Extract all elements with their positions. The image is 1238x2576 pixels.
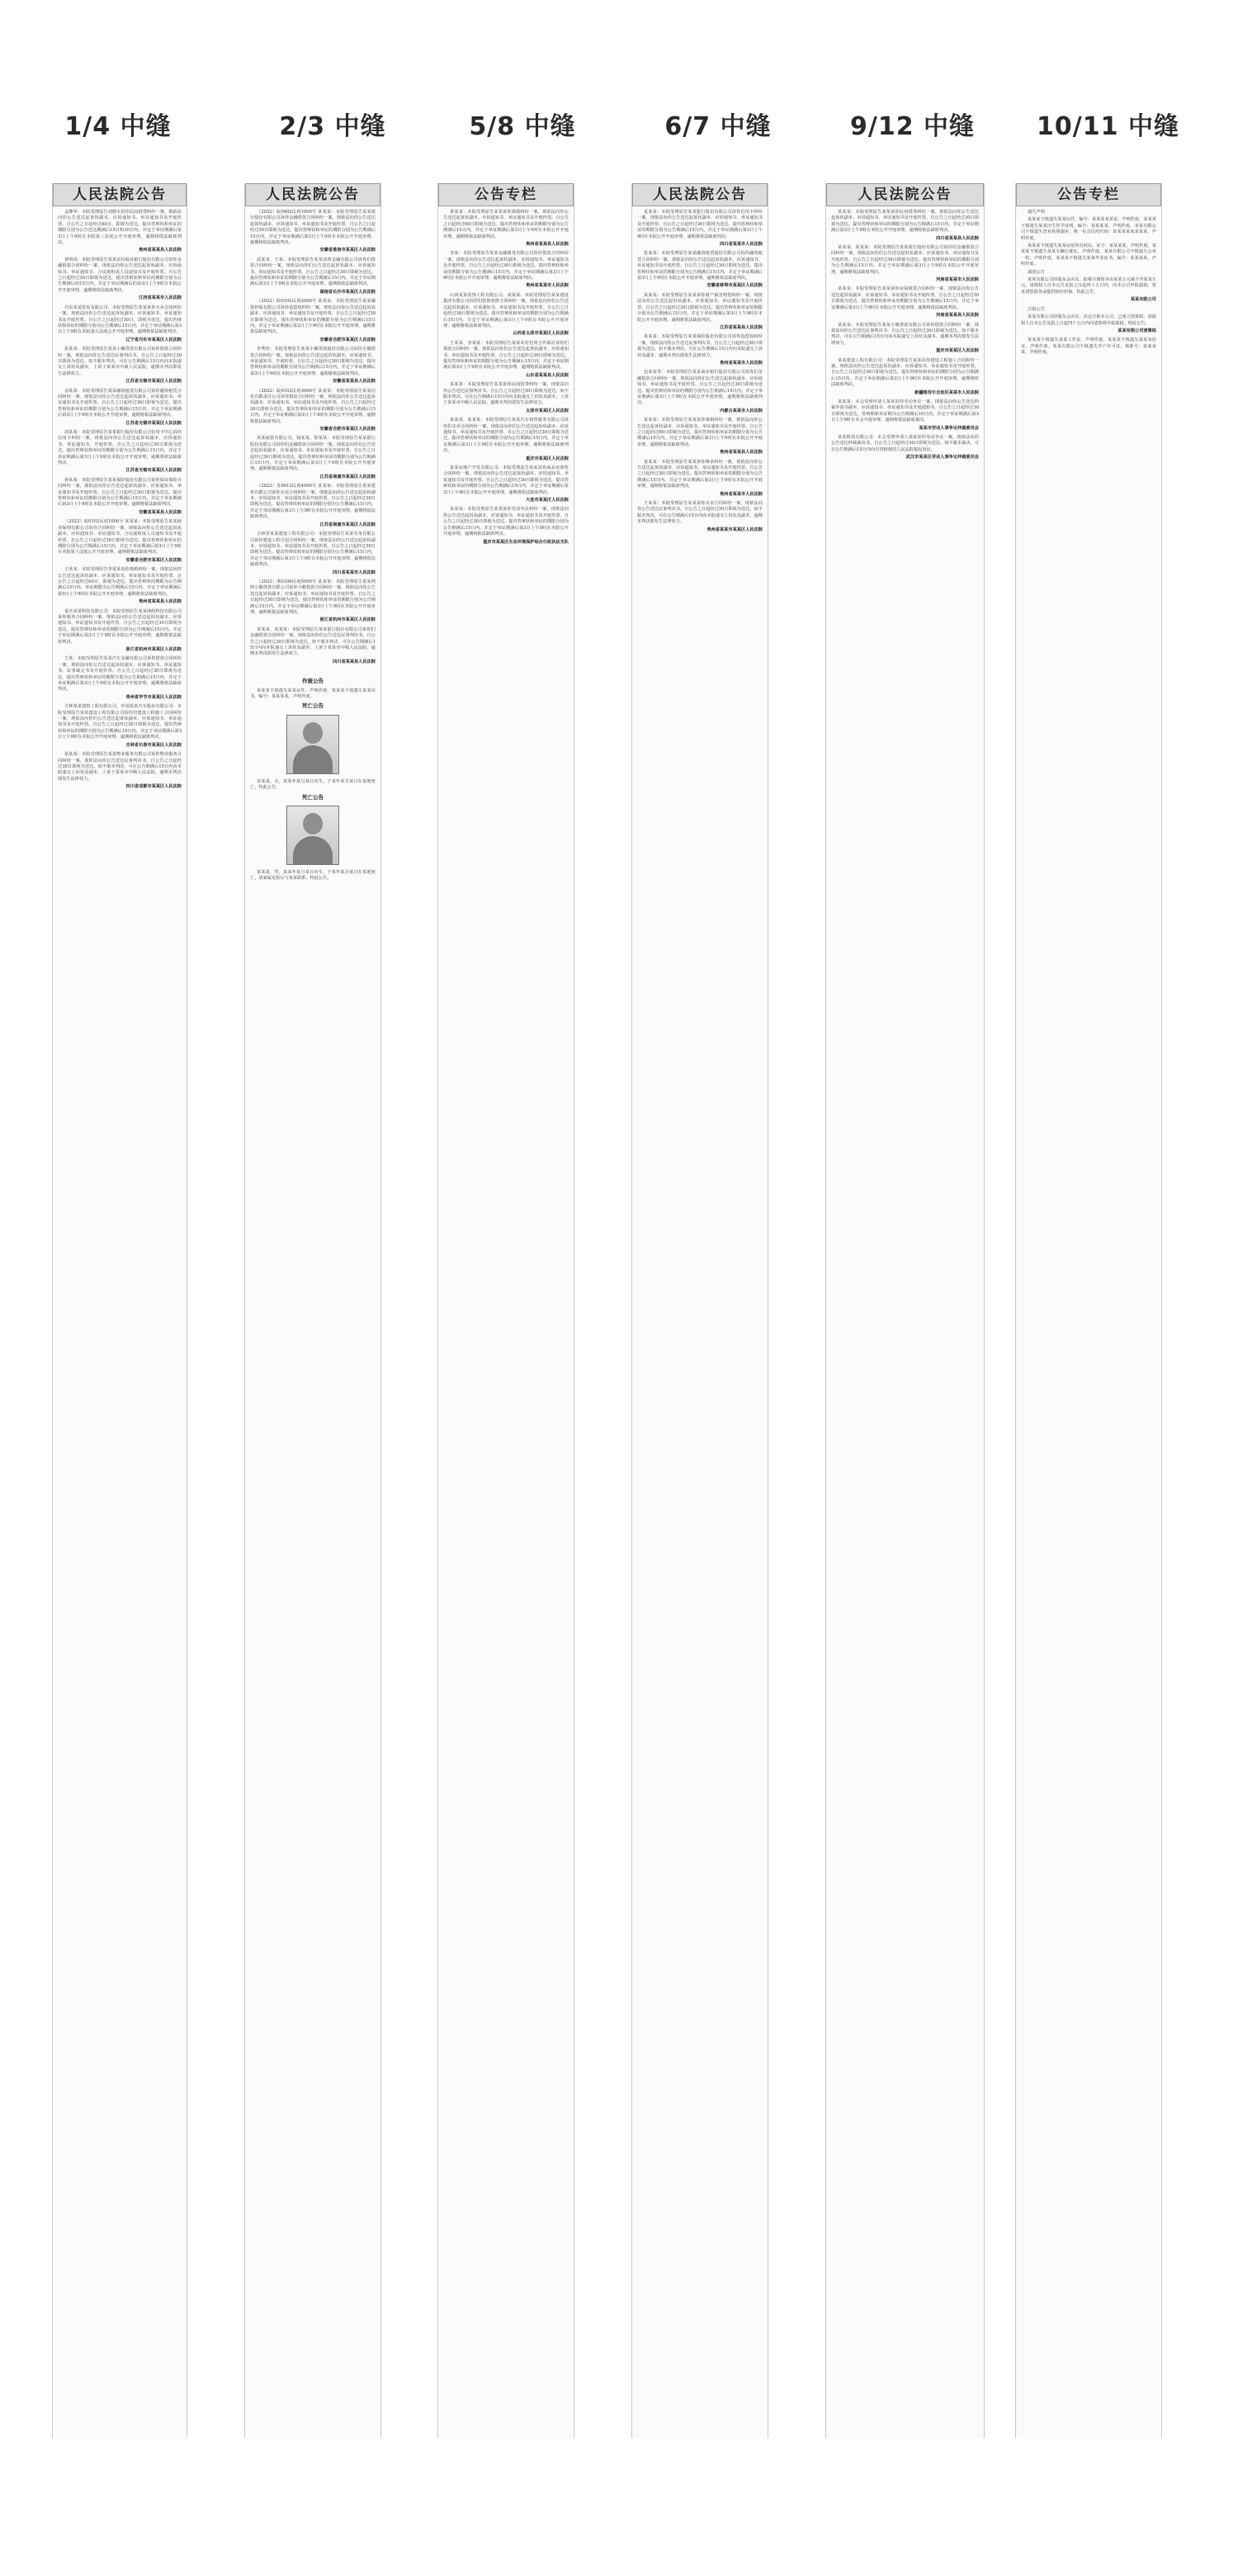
notice-text: 某某某、某某某：本院受理原告某某银行股份有限公司诉你们金融借款合同纠纷一案，现依法向你们公告送达起诉状副本、应诉通知书、举证通知书及开庭传票。自公告之日起经过30日即视为送达。提出答辩状和举证的期限分别为公告期满后15日内。并定于举证期满后第3日上午9时在本院公开开庭审理，逾期将依法缺席判决。	[831, 245, 979, 275]
notice-issuer: 江苏省南通市某某区人民法院	[319, 522, 376, 527]
notice-text: 某某有限公司经股东会决议，拟将注册资本由某某万元减少至某某万元。请债权人自本公告见报之日起四十五日内，向本公司申报债权、要求清偿债务或提供相应担保。特此公告。	[1021, 277, 1156, 295]
notice-text: 某某某：本院受理原告某某诉你继承纠纷一案，现依法向你公告送达起诉状副本、应诉通知书、举证通知书及开庭传票。自公告之日起经过30日即视为送达。提出答辩状和举证的期限分别为公告期满后15日内。并定于举证期满后第3日上午9时在本院公开开庭审理，逾期将依法缺席判决。	[637, 459, 763, 489]
notice-issuer: 内蒙古某某市人民法院	[720, 408, 763, 414]
notice-text: （2022）皖0102民初2000号 某某某：本院受理原告某某融资担保有限公司诉你追偿权纠纷一案，现依法向你公告送达起诉状副本、应诉通知书、举证通知书及开庭传票。自公告之日起经过30日即视为送达。提出答辩状和举证的期限分别为公告期满后15日内。并定于举证期满后第3日上午9时在本院公开开庭审理，逾期将依法缺席判决。	[250, 299, 376, 335]
column-body-1	[53, 206, 187, 797]
column-body-4	[632, 206, 768, 540]
deceased-photo-1	[286, 715, 339, 774]
notice-issuer: 四川省某某县人民法院	[333, 659, 376, 664]
notice-issuer: 重庆市某某区生态环境保护综合行政执法支队	[483, 539, 569, 545]
void-notice-text: 某某某不慎遗失某某证件，声明作废。某某某不慎遗失某某证书，编号：某某某某，声明作废。	[250, 688, 376, 700]
column-label-4: 6/7 中缝	[664, 112, 772, 141]
notice-text: 王某某：本院受理原告李某某诉你离婚纠纷一案，现依法向你公告送达起诉状副本、应诉通知书、举证通知书及开庭传票。自公告之日起经过60日，即视为送达。提出答辩状的期限为公告期满后15日内，举证期限为公告期满后15日内。并定于举证期满后第3日上午9时在本院公开开庭审理，逾期将依法缺席判决。	[58, 567, 182, 597]
death-notice-title-1: 死亡公告	[302, 702, 324, 710]
notice-text: 吉林某某建筑工程有限公司、中国某某汽车股份有限公司：本院受理原告某某建设工程有限公司诉你们建设工程施工合同纠纷一案，现依法向你们公告送达起诉状副本、应诉通知书、举证通知书及开庭传票。自公告之日起经过30日即视为送达。提出答辩状和举证的期限分别为公告期满后15日内。并定于举证期满后第3日上午9时在本院公开开庭审理，逾期将依法缺席判决。	[58, 704, 182, 740]
notice-issuer: 某某市劳动人事争议仲裁委员会	[919, 425, 979, 431]
column-header-5: 人民法院公告	[826, 183, 984, 206]
notice-issuer: 贵州省某某县人民法院	[526, 242, 569, 248]
notice-text: 某某某：本院受理原告某某诉你劳动争议纠纷一案，现依法向你公告送达起诉状副本、应诉通知书、举证通知书及开庭传票。自公告之日起经过30日即视为送达。提出答辩状和举证的期限分别为公告期满后15日内。并定于举证期满后第3日上午9时在本院公开开庭审理，逾期将依法缺席判决。	[443, 507, 569, 537]
notice-text: 包某某等：本院受理原告某某商业银行股份有限公司诉你们金融借款合同纠纷一案，现依法向你们公告送达起诉状副本、应诉通知书、举证通知书及开庭传票。自公告之日起经过30日即视为送达。提出答辩状和举证的期限分别为公告期满后15日内。并定于举证期满后第3日上午9时在本院公开开庭审理，逾期将依法缺席判决。	[637, 370, 763, 406]
notice-issuer: 贵州省某某县人民法院	[720, 450, 763, 456]
notice-text: 李某：本院受理原告某某金融服务有限公司诉你借款合同纠纷一案，现依法向你公告送达起诉状副本、应诉通知书、举证通知书及开庭传票。自公告之日起经过30日即视为送达。提出答辩状和举证的期限分别为公告期满后15日内。并定于举证期满后第3日上午9时在本院公开开庭审理，逾期将依法缺席判决。	[443, 251, 569, 281]
notice-text: （2022）皖0103民初3000号 某某某：本院受理原告某某信托有限责任公司诉你借款合同纠纷一案，现依法向你公告送达起诉状副本、应诉通知书、举证通知书及开庭传票。自公告之日起经过30日即视为送达。提出答辩状和举证的期限分别为公告期满后15日内。并定于举证期满后第3日上午9时在本院公开开庭审理，逾期将依法缺席判决。	[250, 388, 376, 424]
column-body-6	[1016, 206, 1161, 362]
notice-issuer: 太原市某某区人民法院	[526, 408, 569, 414]
notice-text: 某某某：本院受理原告某某保险股份有限公司诉你追偿权纠纷一案，现依法向你公告送达民事判决书。自公告之日起经过30日即视为送达。如不服本判决，可在公告期满后15日内向本院递交上诉状及副本。逾期本判决即发生法律效力。	[637, 334, 763, 358]
notice-column-4	[631, 183, 768, 2438]
notice-issuer: 河南省某某县人民法院	[936, 313, 979, 319]
notice-text: 某某某：本院受理原告某某诉你离婚纠纷一案，现依法向你公告送达起诉状副本、应诉通知书、举证通知书及开庭传票。自公告之日起经过60日即视为送达。提出答辩状和举证的期限分别为公告期满后15日内。并定于举证期满后第3日上午9时在本院公开开庭审理，逾期将依法缺席判决。	[637, 418, 763, 447]
notice-issuer: 安徽省合肥市某某区人民法院	[319, 337, 376, 343]
notice-issuer: 江苏省某某县人民法院	[720, 324, 763, 330]
notice-issuer: 重庆市某某区人民法院	[936, 348, 979, 354]
column-header-1: 人民法院公告	[53, 183, 187, 206]
notice-text: 吉林省某某建设工程有限公司：本院受理原告某某劳务有限公司诉你建设工程分包合同纠纷一案，现依法向你公告送达起诉状副本、应诉通知书、举证通知书及开庭传票。自公告之日起经过30日即视为送达。提出答辩状和举证的期限分别为公告期满后15日内。并定于举证期满后第3日上午9时在本院公开开庭审理，逾期将依法缺席判决。	[250, 532, 376, 568]
notice-text: 某某某不慎遗失某某证件，编号：某某某某某某，声明作废。某某某不慎遗失某某出生医学证明，编号：某某某某，声明作废。某某有限公司不慎遗失营业执照副本，统一社会信用代码：某某某某某某某某，声明作废。	[1021, 217, 1156, 241]
column-label-6: 10/11 中缝	[1037, 112, 1179, 141]
notice-issuer: 贵州省某某市人民法院	[720, 491, 763, 497]
notice-issuer: 某某有限公司清算组	[1118, 328, 1156, 333]
notice-issuer: 安徽省合肥市某某区人民法院	[319, 427, 376, 432]
notice-text: 黄明凤：本院受理原告某某农村商业银行股份有限公司诉你金融借款合同纠纷一案，现依法向你公告送达起诉状副本、应诉通知书、举证通知书、合议庭组成人员通知书及开庭传票。自公告之日起经过30日即视为送达。提出答辩状和举证的期限分别为公告期满后的15日内。并定于举证期满后的第3日上午9时在本院公开开庭审理，逾期将依法缺席判决。	[58, 257, 182, 293]
death-notice-text-1: 某某某，女，某某年某月某日出生，于某年某月某日在某地死亡，特此公告。	[250, 778, 376, 791]
notice-issuer: 江苏省无锡市某某区人民法院	[125, 379, 182, 385]
notice-issuer: 四川省某某县人民法院	[936, 235, 979, 241]
notice-issuer: 江苏省无锡市某某区人民法院	[125, 420, 182, 426]
notice-text: 某某某：本院受理原告某某诉你房屋租赁合同纠纷一案，现依法向你公告送达起诉状副本、应诉通知书、举证通知书及开庭传票。自公告之日起经过30日即视为送达。提出答辩状和举证的期限分别为公告期满后15日内。并定于举证期满后第3日上午9时在本院公开开庭审理，逾期将依法缺席判决。	[831, 286, 979, 310]
notice-text: 黄某某：本院受理原告某某诉你离婚纠纷一案，现依法向你公告送达起诉状副本、应诉通知书、举证通知书及开庭传票。自公告之日起经过60日即视为送达。提出答辩状和举证的期限分别为公告期满后15日内。并定于举证期满后第3日上午9时在本院公开开庭审理，逾期将依法缺席判决。	[443, 210, 569, 239]
notice-issuer: 山东省某某县人民法院	[526, 372, 569, 378]
notice-text: 张某某：本院受理原告某某融资租赁股份有限公司诉你融资租赁合同纠纷一案，现依法向你公告送达起诉状副本、应诉通知书、举证通知书及开庭传票。自公告之日起经过30日即视为送达。提出答辩状和举证的期限分别为公告期满后15日内。并定于举证期满后第3日上午9时在本院公开开庭审理，逾期将依法缺席判决。	[637, 251, 763, 281]
notice-column-5	[825, 183, 985, 2438]
notice-text: 王某某：本院受理原告某某诉你买卖合同纠纷一案，现依法向你公告送达民事判决书。自公告之日起经过30日即视为送达。如不服本判决，可在公告期满后15日内向本院递交上诉状及副本。逾期本判决即发生法律效力。	[637, 501, 763, 525]
notice-issuer: 四川省某某市人民法院	[333, 570, 376, 575]
notice-issuer: 武汉市某某区劳动人事争议仲裁委员会	[905, 455, 979, 461]
death-notice-text-2: 某某某，男，某某年某月某日出生，于某年某月某日在某地死亡，请家属见报后与某某联系，特此公告。	[250, 870, 376, 882]
notice-text: 王某：本院受理原告某某汽车金融有限公司诉你借款合同纠纷一案，现依法向你公告送达起诉状副本、应诉通知书、举证通知书、民事裁定书及开庭传票。自公告之日起经过30日即视为送达。提出答辩状和举证的期限分别为公告期满后15日内，并定于举证期满后第3日上午9时在本院公开开庭审理，逾期将依法缺席判决。	[58, 656, 182, 692]
notice-text: 某某某、某某某：本院受理原告某某银行股份有限公司诉你们金融借款合同纠纷一案，现依法向你们公告送达民事判决书。自公告之日起经过30日即视为送达。如不服本判决，可在公告期满后15日内向本院递交上诉状及副本，上诉于某某市中级人民法院。逾期本判决即发生法律效力。	[250, 626, 376, 657]
deceased-photo-2	[286, 806, 339, 865]
notice-text: （2022）皖0402民初1000号 某某某：本院受理原告某某银行股份有限公司诉你金融借款合同纠纷一案，现依法向你公告送达起诉状副本、应诉通知书、举证通知书及开庭传票。自公告之日起经过30日即视为送达。提出答辩状和举证的期限分别为公告期满后15日内。并定于举证期满后第3日上午9时在本院公开开庭审理，逾期将依法缺席判决。	[250, 210, 376, 246]
notice-column-3	[437, 183, 574, 2438]
notice-issuer: 吉林省长春市某某区人民法院	[125, 742, 182, 748]
notice-text: 张某某：本院受理原告某某小额贷款有限公司诉你借款合同纠纷一案，现依法向你公告送达民事判决书。自公告之日起经过30日即视为送达。如不服本判决，可在公告期满后15日内向本院递交上诉状及副本，上诉于某某市中级人民法院。逾期本判决即发生法律效力。	[58, 347, 182, 376]
void-notice-title: 作废公告	[302, 678, 324, 685]
notice-text: 减资公告	[1028, 269, 1045, 275]
column-header-6: 公告专栏	[1016, 183, 1161, 206]
notice-text: 王某某、李某某：本院受理原告某某农村信用合作联社诉你们借款合同纠纷一案，现依法向你们公告送达起诉状副本、应诉通知书、举证通知书及开庭传票。自公告之日起经过30日即视为送达。提出答辩状和举证的期限分别为公告期满后15日内。并定于举证期满后第3日上午9时在本院公开开庭审理，逾期将依法缺席判决。	[443, 340, 569, 371]
notice-text: 某某某：本院受理原告某某诉你民间借贷纠纷一案，现依法向你公告送达民事判决书。自公告之日起经过30日即视为送达。如不服本判决，可在公告期满后15日内向本院递交上诉状及副本，上诉于某某市中级人民法院。逾期本判决即发生法律效力。	[443, 382, 569, 406]
notice-issuer: 安徽省某某县人民法院	[333, 379, 376, 385]
notice-text: 丹东某某贸易有限公司：本院受理原告张某诉你买卖合同纠纷一案，现依法向你公告送达起诉状副本、应诉通知书、举证通知书及开庭传票。自公告之日起经过30日，即视为送达。提出答辩状和举证的期限分别为公告期满后15日内。并定于举证期满后第3日上午9时在本院第五法庭公开开庭审理，逾期将依法缺席判决。	[58, 305, 182, 335]
notice-issuer: 四川省某某市人民法院	[720, 242, 763, 248]
notice-column-6	[1015, 183, 1162, 2438]
column-label-1: 1/4 中缝	[64, 112, 172, 141]
notice-text: 武某某、王某：本院受理原告某某消费金融有限公司诉你们借款合同纠纷一案，现依法向你们公告送达起诉状副本、应诉通知书、举证通知书及开庭传票。自公告之日起经过30日即视为送达。提出答辩状和举证的期限分别为公告期满后15日内。并定于举证期满后第3日上午9时在本院公开开庭审理，逾期将依法缺席判决。	[250, 257, 376, 287]
notice-issuer: 安徽省蚌埠市某某区人民法院	[706, 283, 763, 289]
notice-issuer: 江苏省无锡市某某区人民法院	[125, 468, 182, 474]
column-label-3: 5/8 中缝	[469, 112, 576, 141]
notice-text: 某某科技有限公司：本会受理申请人某某诉你劳动争议一案，现依法向你公告送达仲裁裁决书。自公告之日起经过30日即视为送达。如不服本裁决，可在公告期满后15日内向有管辖权的人民法院提起诉讼。	[831, 435, 979, 452]
notice-issuer: 山西省太原市某某区人民法院	[513, 331, 569, 337]
notice-text: 某某某、某某某：本院受理原告某某汽车销售服务有限公司诉你们买卖合同纠纷一案，现依法向你们公告送达起诉状副本、应诉通知书、举证通知书及开庭传票。自公告之日起经过30日即视为送达。提出答辩状和举证的期限分别为公告期满后15日内。并定于举证期满后第3日上午9时在本院公开开庭审理，逾期将依法缺席判决。	[443, 418, 569, 454]
column-body-2	[245, 206, 380, 672]
notice-text: 某某某：本院受理原告某某诉你民间借贷纠纷一案，现依法向你公告送达起诉状副本、应诉通知书、举证通知书及开庭传票。自公告之日起经过30日即视为送达。提出答辩状和举证的期限分别为公告期满后15日内。并定于举证期满后第3日上午9时在本院公开开庭审理，逾期将依法缺席判决。	[831, 210, 979, 234]
notice-issuer: 安徽省淮南市某某区人民法院	[319, 248, 376, 253]
notice-issuer: 江苏省南通市某某区人民法院	[319, 474, 376, 480]
notice-issuer: 河南省某某市人民法院	[936, 277, 979, 283]
notice-text: 某某某：本院受理原告某某物业服务有限公司诉你物业服务合同纠纷一案，现依法向你公告送达民事判决书。自公告之日起经过30日即视为送达。如不服本判决，可在公告期满后15日内向本院递交上诉状及副本，上诉于某某市中级人民法院。逾期本判决即发生法律效力。	[58, 752, 182, 782]
column-label-5: 9/12 中缝	[849, 112, 976, 141]
column-header-4: 人民法院公告	[632, 183, 768, 206]
notice-column-1	[52, 183, 187, 2438]
notice-text: 某某某：本院受理原告某某小额贷款有限公司诉你借款合同纠纷一案，现依法向你公告送达民事判决书。自公告之日起经过30日即视为送达。如不服本判决，可在公告期满后15日内向本院递交上诉状及副本。逾期本判决即发生法律效力。	[831, 322, 979, 346]
notice-issuer: 贵州省某某市人民法院	[526, 283, 569, 289]
notice-text: 重庆某某科技有限公司：本院受理原告某某网络科技有限公司诉你服务合同纠纷一案，现依法向你公告送达起诉状副本、应诉通知书、举证通知书及开庭传票。自公告之日起经过30日即视为送达。提出答辩状和举证的期限分别为公告期满后15日内。并定于举证期满后第3日上午9时在本院公开开庭审理，逾期将依法缺席判决。	[58, 608, 182, 645]
notice-text: 某某有限公司经股东会决议，决定注销本公司，已成立清算组。请债权人自本公告见报之日起四十五日内向清算组申报债权。特此公告。	[1021, 314, 1156, 326]
column-header-3: 公告专栏	[438, 183, 574, 206]
notice-issuer: 贵州省毕节市某某区人民法院	[125, 694, 182, 700]
notice-text: （2022）浙0106民初5000号 某某某：本院受理原告某某网络小额贷款有限公司诉你小额借款合同纠纷一案，现依法向你公告送达起诉状副本、应诉通知书、举证通知书及开庭传票。自公告之日起经过30日即视为送达。提出答辩状和举证的期限分别为公告期满后15日内。并定于举证期满后第3日上午9时在本院公开开庭审理，逾期将依法缺席判决。	[250, 579, 376, 615]
notice-text: 周某某：本院受理原告某某银行股份有限公司信用卡中心诉你信用卡纠纷一案，现依法向你公告送达起诉状副本、应诉通知书、举证通知书、开庭传票。自公告之日起经过30日即视为送达。提出答辩状和举证的期限分别为公告期满后15日内，并定于举证期满后第3日上午9时在本院公开开庭审理，逾期将依法缺席判决。	[58, 430, 182, 466]
notice-text: 余某某：本院受理原告某某融资租赁有限公司诉你融资租赁合同纠纷一案，现依法向你公告送达起诉状副本、应诉通知书、举证通知书及开庭传票。自公告之日起经过30日即视为送达。提出答辩状和举证的期限分别为公告期满后15日内。并定于举证期满后第3日上午9时在本院公开开庭审理，逾期将依法缺席判决。	[58, 388, 182, 418]
notice-issuer: 湖南省长沙市某某区人民法院	[319, 289, 376, 295]
notice-issuer: 浙江省杭州市某某区人民法院	[125, 647, 182, 652]
notice-text: 某某商贸有限公司、钱某某、徐某某：本院受理原告某某银行股份有限公司诉你们金融借款合同纠纷一案，现依法向你们公告送达起诉状副本、应诉通知书、举证通知书及开庭传票。自公告之日起经过30日即视为送达。提出答辩状和举证的期限分别为公告期满后15日内。并定于举证期满后第3日上午9时在本院公开开庭审理，逾期将依法缺席判决。	[250, 436, 376, 472]
notice-text: （2022）皖0102民初1000号 某某某：本院受理原告某某商业保理有限公司诉你合同纠纷一案，现依法向你公告送达起诉状副本、应诉通知书、举证通知书、合议庭组成人员通知书及开庭传票。自公告之日起经过30日即视为送达。提出答辩状和举证的期限分别为公告期满后15日内，并定于举证期满后第3日上午9时在本院第十法庭公开开庭审理，逾期将依法缺席判决。	[58, 519, 182, 555]
notice-issuer: 大连市某某区人民法院	[526, 498, 569, 503]
notice-text: 某某某：本院受理原告某某诉你财产损害赔偿纠纷一案，现依法向你公告送达起诉状副本、应诉通知书、举证通知书及开庭传票。自公告之日起经过30日即视为送达。提出答辩状和举证的期限分别为公告期满后15日内。并定于举证期满后第3日上午9时在本院公开开庭审理，逾期将依法缺席判决。	[637, 292, 763, 323]
notice-issuer: 安徽省某某县人民法院	[139, 509, 182, 515]
notice-issuer: 安徽省合肥市某某区人民法院	[125, 557, 182, 563]
notice-text: 注销公告	[1028, 306, 1045, 312]
column-extra-2	[245, 672, 380, 887]
notice-text: 某某某不慎遗失某某房屋所有权证，证号：某某某某，声明作废。某某某不慎遗失某某车辆行驶证，声明作废。某某有限公司不慎遗失公章一枚，声明作废。某某某不慎遗失某某毕业证书，编号：某某某某，声明作废。	[1021, 243, 1156, 267]
notice-issuer: 贵州省某某市人民法院	[720, 360, 763, 366]
column-label-2: 2/3 中缝	[279, 112, 386, 141]
death-notice-title-2: 死亡公告	[302, 793, 324, 801]
notice-issuer: 江西省某某市人民法院	[139, 295, 182, 301]
notice-issuer: 新疆维吾尔自治区某某市人民法院	[914, 390, 979, 395]
notice-text: 夏某某：本院受理原告某某银行股份有限公司诉你信用卡纠纷一案，现依法向你公告送达起诉状副本、应诉通知书、举证通知书及开庭传票。自公告之日起经过30日即视为送达。提出答辩状和举证的期限分别为公告期满后15日内。并定于举证期满后第3日上午9时在本院公开开庭审理，逾期将依法缺席判决。	[637, 210, 763, 239]
notice-text: 遗失声明	[1028, 210, 1045, 215]
notice-issuer: 贵州省某某市某某区人民法院	[706, 527, 763, 532]
column-body-5	[826, 206, 984, 468]
notice-text: 某某建设工程有限公司：本院受理原告某某诉你建设工程施工合同纠纷一案，现依法向你公告送达起诉状副本、应诉通知书、举证通知书及开庭传票。自公告之日起经过30日即视为送达。提出答辩状和举证的期限分别为公告期满后15日内。并定于举证期满后第3日上午9时在本院公开开庭审理，逾期将依法缺席判决。	[831, 357, 979, 388]
notice-text: 孟继华：本院受理原告刘德水诉你民间借贷纠纷一案，现依法向你公告送达起诉状副本、应诉通知书、举证通知书及开庭传票。自公告之日起经过60日，即视为送达。提出答辩状和举证的期限分别为公告送达期满后15日和30日内。并定于举证期满后第3日上午9时在本院第三法庭公开开庭审理，逾期将依法缺席判决。	[58, 210, 182, 246]
notice-text: 山西某某装饰工程有限公司、刘某某：本院受理原告某某建设集团有限公司诉你们装饰装修合同纠纷一案，现依法向你们公告送达起诉状副本、应诉通知书、举证通知书及开庭传票。自公告之日起经过30日即视为送达。提出答辩状和举证的期限分别为公告期满后15日内。并定于举证期满后第3日上午9时在本院公开开庭审理，逾期将依法缺席判决。	[443, 292, 569, 328]
notice-issuer: 四川省成都市某某区人民法院	[125, 784, 182, 790]
notice-text: （2022）苏0612民初4000号 某某某：本院受理原告某某建材有限公司诉你买卖合同纠纷一案，现依法向你公告送达起诉状副本、应诉通知书、举证通知书及开庭传票。自公告之日起经过30日即视为送达。提出答辩状和举证的期限分别为公告期满后15日内。并定于举证期满后第3日上午9时在本院公开开庭审理，逾期将依法缺席判决。	[250, 484, 376, 520]
notice-text: 某某某：本会受理申请人某某诉你劳动争议一案，现依法向你公告送达仲裁申请书副本、应诉通知书、举证通知书及开庭通知书。自公告之日起经过30日即视为送达。答辩期和举证期为公告期满后10日内。并定于举证期满后第3日上午9时在本会开庭审理，逾期将依法缺席裁决。	[831, 399, 979, 423]
column-header-2: 人民法院公告	[245, 183, 380, 206]
notice-issuer: 浙江省杭州市某某区人民法院	[319, 617, 376, 623]
notice-issuer: 某某有限公司	[1130, 297, 1156, 303]
column-body-3	[438, 206, 574, 552]
notice-issuer: 贵州省某某县人民法院	[139, 599, 182, 605]
notice-issuer: 辽宁省丹东市某某区人民法院	[125, 337, 182, 343]
notice-issuer: 贵州省某某县人民法院	[139, 248, 182, 253]
notice-issuer: 重庆市某某区人民法院	[526, 456, 569, 461]
notice-column-2	[244, 183, 381, 2438]
notice-text: 李秀艳：本院受理原告某某小额贷款股份有限公司诉你小额借款合同纠纷一案，现依法向你公告送达起诉状副本、应诉通知书、举证通知书、开庭传票。自公告之日起经过30日即视为送达。提出答辩状和举证的期限分别为公告期满后15日内。并定于举证期满后第3日上午9时在本院公开开庭审理，逾期将依法缺席判决。	[250, 347, 376, 376]
notice-text: 某某某不慎遗失某某工作证，声明作废。某某某不慎遗失某某身份证，声明作废。某某有限公司不慎遗失开户许可证，核准号：某某某某，声明作废。	[1021, 338, 1156, 356]
notice-text: 孙某某：本院受理原告某某保险股份有限公司诉你保证保险合同纠纷一案，现依法向你公告送达起诉状副本、应诉通知书、举证通知书及开庭传票。自公告之日起经过30日即视为送达。提出答辩状和举证的期限分别为公告期满后15日内。并定于举证期满后第3日上午9时在本院公开开庭审理，逾期将依法缺席判决。	[58, 477, 182, 508]
notice-text: 某某房地产开发有限公司：本院受理原告某某诉你商品房预售合同纠纷一案，现依法向你公告送达起诉状副本、应诉通知书、举证通知书及开庭传票。自公告之日起经过30日即视为送达。提出答辩状和举证的期限分别为公告期满后15日内。并定于举证期满后第3日上午9时在本院公开开庭审理，逾期将依法缺席判决。	[443, 466, 569, 495]
